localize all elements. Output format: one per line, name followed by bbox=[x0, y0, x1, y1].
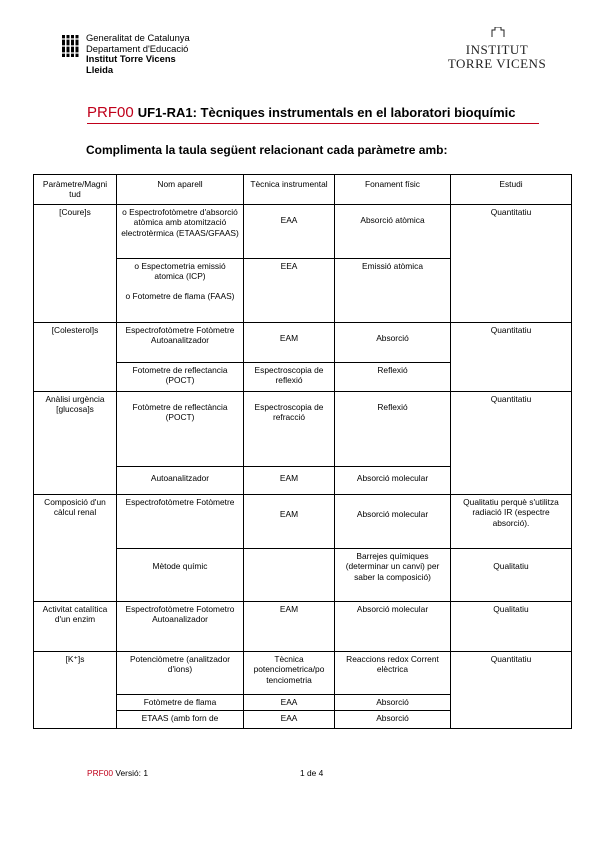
footer-page-number: 1 de 4 bbox=[300, 768, 324, 778]
cell-estudi: Qualitatiu bbox=[451, 549, 572, 602]
cell-estudi: Qualitatiu bbox=[451, 602, 572, 652]
cell-estudi: Qualitatiu perquè s'utilitza radiació IR (espectre absorció). bbox=[451, 495, 572, 549]
cell-aparell bbox=[117, 259, 244, 323]
cell-aparell: Potenciòmetre (analitzador d'ions) bbox=[117, 652, 244, 695]
header-parametre: Paràmetre/Magni tud bbox=[34, 175, 117, 205]
title-divider bbox=[87, 123, 539, 124]
cell-fonament: Reflexió bbox=[335, 392, 451, 467]
table-row bbox=[34, 392, 572, 467]
table-row bbox=[34, 495, 572, 549]
cell-fonament: Absorció bbox=[335, 323, 451, 363]
cell-fonament: Absorció bbox=[335, 695, 451, 711]
table-row bbox=[34, 602, 572, 652]
cell-tecnica: Tècnica potenciometrica/po tenciometria bbox=[244, 652, 335, 695]
aparell-icp: o Espectometria emissió atomica (ICP) bbox=[134, 261, 226, 282]
cell-fonament: Absorció molecular bbox=[335, 467, 451, 495]
param-calcul-renal: Composició d'un càlcul renal bbox=[34, 495, 117, 602]
cell-fonament: Emissió atòmica bbox=[335, 259, 451, 323]
department-name: Departament d'Educació bbox=[86, 42, 189, 54]
cell-tecnica: Espectroscopia de reflexió bbox=[244, 363, 335, 392]
title-text: UF1-RA1: Tècniques instrumentals en el laboratori bioquímic bbox=[137, 105, 516, 120]
title-code: PRF00 bbox=[87, 104, 134, 121]
cell-aparell: o Espectrofotòmetre d'absorció atòmica amb atomització electrotèrmica (ETAAS/GFAAS) bbox=[117, 205, 244, 259]
cell-estudi: Quantitatiu bbox=[451, 205, 572, 323]
param-enzim: Activitat catalítica d'un enzim bbox=[34, 602, 117, 652]
generalitat-header bbox=[62, 33, 190, 75]
cell-aparell: Espectrofotòmetre Fotòmetre bbox=[117, 495, 244, 549]
cell-estudi: Quantitatiu bbox=[451, 323, 572, 392]
footer-code: PRF00 bbox=[87, 768, 114, 778]
cell-tecnica: EAM bbox=[244, 467, 335, 495]
cell-aparell: Espectrofotòmetre Fotòmetre Autoanalitzador bbox=[117, 323, 244, 363]
cell-aparell: Fotòmetre de flama bbox=[117, 695, 244, 711]
cell-tecnica: EAM bbox=[244, 495, 335, 549]
generalitat-name: Generalitat de Catalunya bbox=[86, 32, 190, 43]
cell-fonament: Absorció atòmica bbox=[335, 205, 451, 259]
cell-fonament: Absorció molecular bbox=[335, 602, 451, 652]
cell-aparell: Espectrofotòmetre Fotometro Autoanalizador bbox=[117, 602, 244, 652]
institute-logo-line1: INSTITUT bbox=[465, 42, 529, 57]
table-row bbox=[34, 652, 572, 695]
cell-aparell: Autoanalitzador bbox=[117, 467, 244, 495]
instruction-text: Complimenta la taula següent relacionant cada paràmetre amb: bbox=[86, 143, 448, 157]
cell-tecnica: EAA bbox=[244, 205, 335, 259]
cell-tecnica: EEA bbox=[244, 259, 335, 323]
cell-fonament: Absorció bbox=[335, 711, 451, 729]
cell-fonament: Reflexió bbox=[335, 363, 451, 392]
cell-tecnica: EAM bbox=[244, 323, 335, 363]
cell-estudi: Quantitatiu bbox=[451, 392, 572, 495]
cell-fonament: Reaccions redox Corrent elèctrica bbox=[335, 652, 451, 695]
cell-aparell: Fotometre de reflectancia (POCT) bbox=[117, 363, 244, 392]
footer-version bbox=[87, 768, 148, 778]
header-nom-aparell: Nom aparell bbox=[117, 175, 244, 205]
header-estudi: Estudi bbox=[451, 175, 572, 205]
generalitat-logo-icon bbox=[62, 35, 82, 57]
cell-fonament: Absorció molecular bbox=[335, 495, 451, 549]
institute-logo-line2: TORRE VICENS bbox=[447, 56, 547, 71]
param-glucosa: Anàlisi urgència [glucosa]s bbox=[34, 392, 117, 495]
cell-fonament: Barrejes químiques (determinar un canvi) per saber la composició) bbox=[335, 549, 451, 602]
header-tecnica: Tècnica instrumental bbox=[244, 175, 335, 205]
cell-aparell: Mètode químic bbox=[117, 549, 244, 602]
cell-estudi: Quantitatiu bbox=[451, 652, 572, 729]
header-fonament: Fonament físic bbox=[335, 175, 451, 205]
footer-version-text: Versió: 1 bbox=[115, 768, 148, 778]
cell-aparell: Fotòmetre de reflectància (POCT) bbox=[117, 392, 244, 467]
institute-city: Lleida bbox=[86, 63, 114, 75]
cell-aparell: ETAAS (amb forn de bbox=[117, 711, 244, 729]
param-potassi: [K⁺]s bbox=[34, 652, 117, 729]
cell-tecnica: EAM bbox=[244, 602, 335, 652]
param-colesterol: [Colesterol]s bbox=[34, 323, 117, 392]
cell-tecnica: EAA bbox=[244, 711, 335, 729]
parameters-table bbox=[33, 174, 572, 729]
aparell-faas: o Fotometre de flama (FAAS) bbox=[125, 290, 235, 301]
cell-tecnica bbox=[244, 549, 335, 602]
institute-name: Institut Torre Vicens bbox=[86, 53, 176, 65]
table-header-row bbox=[34, 175, 572, 205]
institute-logo bbox=[447, 35, 547, 71]
table-row bbox=[34, 205, 572, 259]
param-coure: [Coure]s bbox=[34, 205, 117, 323]
page-title bbox=[87, 104, 515, 121]
cell-tecnica: EAA bbox=[244, 695, 335, 711]
table-row bbox=[34, 323, 572, 363]
cell-tecnica: Espectroscopia de refracció bbox=[244, 392, 335, 467]
